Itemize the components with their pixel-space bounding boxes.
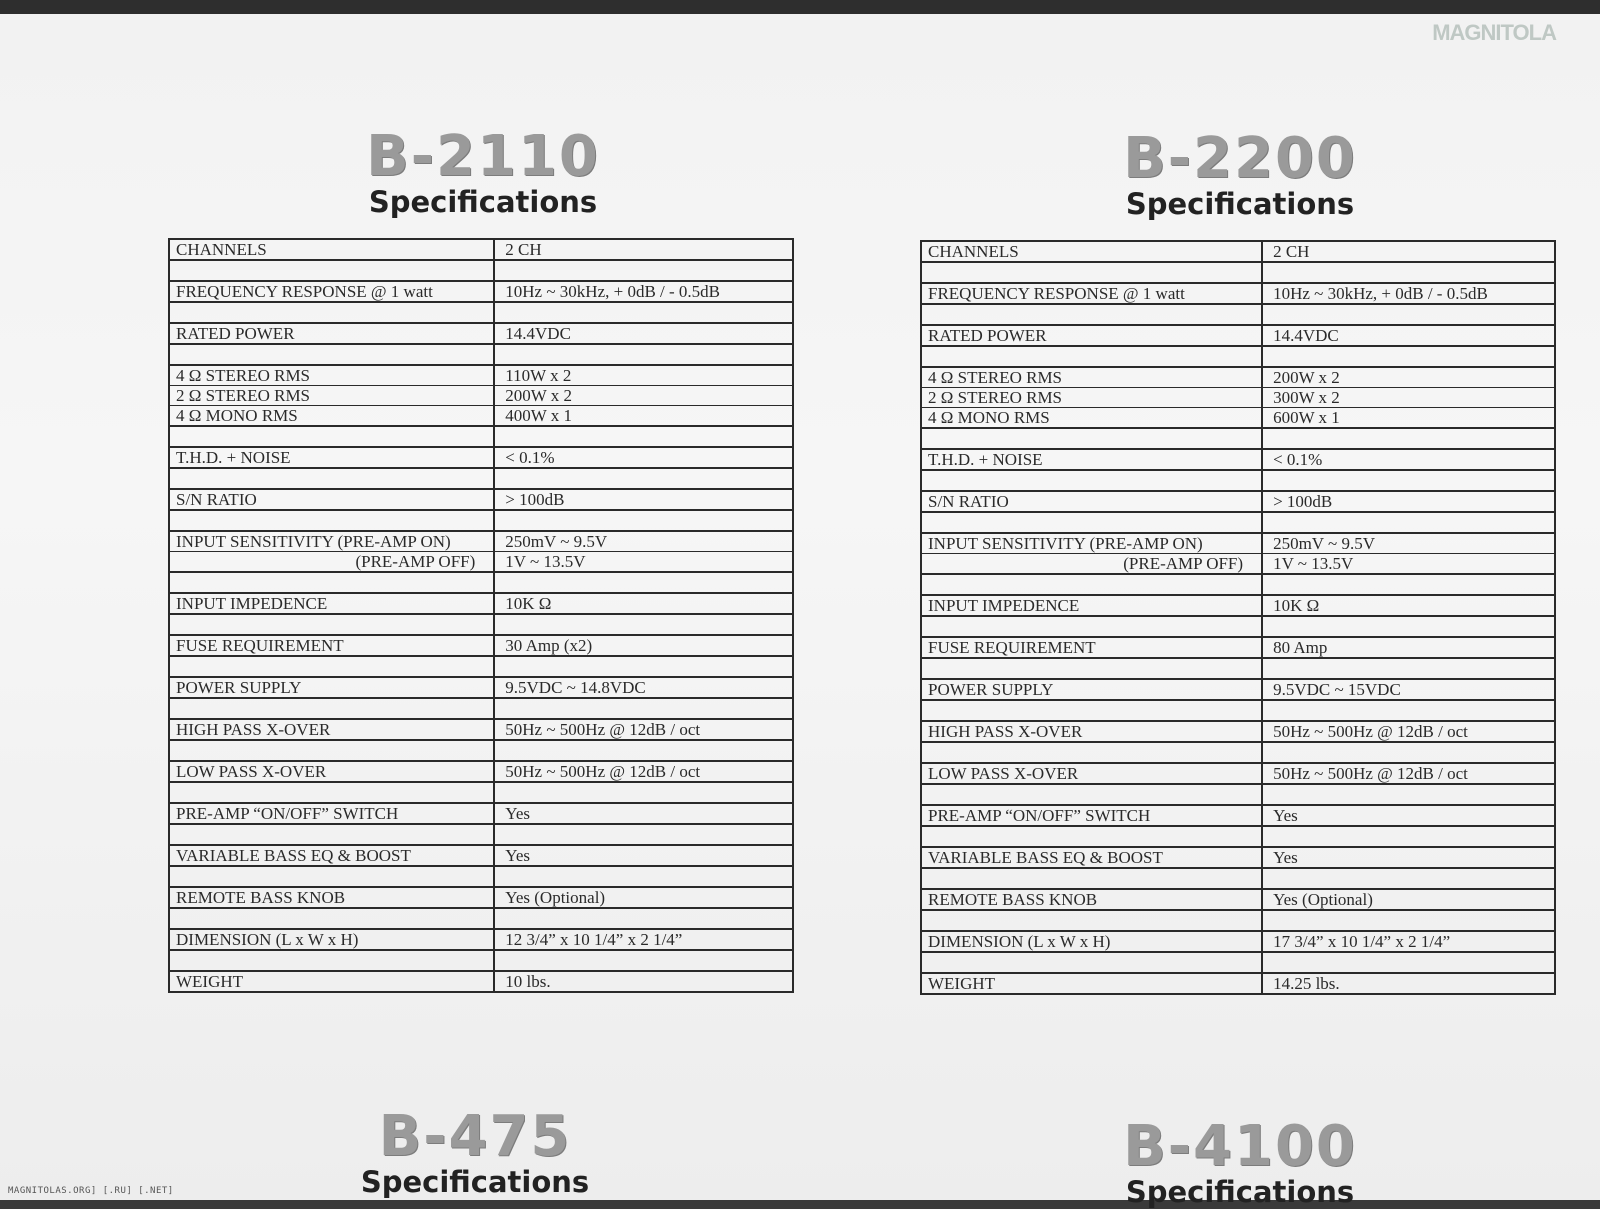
spec-label [921, 952, 1262, 973]
table-row [921, 470, 1555, 491]
spec-value: 50Hz ~ 500Hz @ 12dB / oct [1262, 763, 1555, 784]
table-row [169, 740, 793, 761]
spec-label: 2 Ω STEREO RMS [169, 386, 494, 406]
spec-value [1262, 658, 1555, 679]
spec-value: 110W x 2 [494, 365, 793, 386]
spec-label [921, 346, 1262, 367]
spec-label: REMOTE BASS KNOB [169, 887, 494, 908]
spec-label: T.H.D. + NOISE [921, 449, 1262, 470]
table-row [169, 281, 793, 302]
table-row [921, 367, 1555, 388]
table-row [921, 595, 1555, 616]
spec-label [169, 782, 494, 803]
spec-label [921, 910, 1262, 931]
spec-section-b2110 [170, 124, 796, 219]
table-row [169, 323, 793, 344]
spec-label [921, 512, 1262, 533]
spec-label [921, 868, 1262, 889]
table-row [169, 239, 793, 260]
table-row [921, 304, 1555, 325]
spec-label: FUSE REQUIREMENT [921, 637, 1262, 658]
spec-label [921, 428, 1262, 449]
table-row [169, 824, 793, 845]
spec-label [921, 700, 1262, 721]
spec-label: (PRE-AMP OFF) [169, 552, 494, 573]
spec-value: 80 Amp [1262, 637, 1555, 658]
spec-value [1262, 616, 1555, 637]
spec-label: LOW PASS X-OVER [169, 761, 494, 782]
specifications-heading: Specifications [1125, 187, 1355, 221]
spec-label [169, 698, 494, 719]
spec-value [494, 614, 793, 635]
table-row [169, 552, 793, 573]
spec-label: CHANNELS [169, 239, 494, 260]
spec-label: 2 Ω STEREO RMS [921, 388, 1262, 408]
table-row [921, 679, 1555, 700]
spec-value [1262, 742, 1555, 763]
table-row [169, 302, 793, 323]
spec-value: 250mV ~ 9.5V [494, 531, 793, 552]
table-row [921, 658, 1555, 679]
spec-label: REMOTE BASS KNOB [921, 889, 1262, 910]
spec-value [1262, 868, 1555, 889]
spec-label [169, 866, 494, 887]
spec-section-b475 [310, 1104, 640, 1199]
table-row [921, 868, 1555, 889]
table-row [921, 700, 1555, 721]
spec-label: HIGH PASS X-OVER [921, 721, 1262, 742]
spec-table-b2110 [168, 238, 794, 993]
table-row [169, 635, 793, 656]
spec-value: 14.25 lbs. [1262, 973, 1555, 994]
spec-value [494, 698, 793, 719]
table-row [169, 426, 793, 447]
model-title: B-2110 [366, 124, 600, 189]
spec-value [494, 740, 793, 761]
spec-value [1262, 428, 1555, 449]
spec-value: 1V ~ 13.5V [1262, 554, 1555, 575]
footer-url: MAGNITOLAS.ORG] [.RU] [.NET] [8, 1186, 174, 1196]
spec-label: VARIABLE BASS EQ & BOOST [169, 845, 494, 866]
spec-value: 10K Ω [1262, 595, 1555, 616]
spec-value [1262, 512, 1555, 533]
table-row [921, 763, 1555, 784]
spec-value: 600W x 1 [1262, 408, 1555, 429]
spec-label: VARIABLE BASS EQ & BOOST [921, 847, 1262, 868]
table-row [921, 262, 1555, 283]
table-row [169, 510, 793, 531]
spec-label [169, 908, 494, 929]
spec-value: 50Hz ~ 500Hz @ 12dB / oct [494, 761, 793, 782]
spec-label: FREQUENCY RESPONSE @ 1 watt [921, 283, 1262, 304]
spec-label: RATED POWER [169, 323, 494, 344]
table-row [169, 572, 793, 593]
table-row [921, 533, 1555, 554]
table-row [169, 365, 793, 386]
spec-value: 2 CH [1262, 241, 1555, 262]
table-row [921, 805, 1555, 826]
spec-value: Yes (Optional) [494, 887, 793, 908]
spec-label: (PRE-AMP OFF) [921, 554, 1262, 575]
spec-label: PRE-AMP “ON/OFF” SWITCH [169, 803, 494, 824]
table-row [921, 574, 1555, 595]
spec-label [169, 572, 494, 593]
table-row [921, 931, 1555, 952]
spec-value [494, 468, 793, 489]
spec-label [169, 656, 494, 677]
spec-value [1262, 784, 1555, 805]
table-row [169, 908, 793, 929]
spec-label [921, 658, 1262, 679]
table-row [169, 677, 793, 698]
spec-label [921, 262, 1262, 283]
spec-value: 10 lbs. [494, 971, 793, 992]
spec-value: 10Hz ~ 30kHz, + 0dB / - 0.5dB [494, 281, 793, 302]
spec-value: 2 CH [494, 239, 793, 260]
table-row [169, 887, 793, 908]
spec-value: 300W x 2 [1262, 388, 1555, 408]
spec-label [169, 614, 494, 635]
spec-value: Yes (Optional) [1262, 889, 1555, 910]
table-row [921, 637, 1555, 658]
spec-label [921, 742, 1262, 763]
spec-section-b4100 [1060, 1114, 1420, 1209]
table-row [169, 489, 793, 510]
spec-value: 9.5VDC ~ 15VDC [1262, 679, 1555, 700]
table-row [921, 325, 1555, 346]
table-row [169, 614, 793, 635]
spec-value: 250mV ~ 9.5V [1262, 533, 1555, 554]
table-row [169, 866, 793, 887]
spec-label [169, 344, 494, 365]
spec-value: > 100dB [494, 489, 793, 510]
spec-label: S/N RATIO [169, 489, 494, 510]
table-row [169, 698, 793, 719]
table-row [169, 782, 793, 803]
spec-label [921, 616, 1262, 637]
spec-value [494, 344, 793, 365]
spec-label: PRE-AMP “ON/OFF” SWITCH [921, 805, 1262, 826]
spec-value [494, 572, 793, 593]
spec-value: 50Hz ~ 500Hz @ 12dB / oct [1262, 721, 1555, 742]
spec-value: 14.4VDC [494, 323, 793, 344]
spec-value: 200W x 2 [1262, 367, 1555, 388]
table-row [921, 889, 1555, 910]
table-row [921, 408, 1555, 429]
table-row [921, 346, 1555, 367]
table-row [921, 283, 1555, 304]
specifications-heading: Specifications [1125, 1175, 1355, 1209]
spec-value [1262, 574, 1555, 595]
table-row [921, 826, 1555, 847]
table-row [169, 803, 793, 824]
table-row [921, 973, 1555, 994]
spec-value: 10K Ω [494, 593, 793, 614]
spec-value [494, 950, 793, 971]
spec-value: 30 Amp (x2) [494, 635, 793, 656]
table-row [169, 468, 793, 489]
spec-value: 14.4VDC [1262, 325, 1555, 346]
spec-label [169, 302, 494, 323]
table-row [169, 845, 793, 866]
specifications-heading: Specifications [360, 1165, 590, 1199]
spec-value [494, 908, 793, 929]
spec-label: POWER SUPPLY [921, 679, 1262, 700]
table-row [921, 241, 1555, 262]
table-row [169, 260, 793, 281]
spec-value [1262, 826, 1555, 847]
spec-value [494, 510, 793, 531]
spec-value [494, 866, 793, 887]
table-row [921, 449, 1555, 470]
spec-label: INPUT SENSITIVITY (PRE-AMP ON) [169, 531, 494, 552]
spec-label: CHANNELS [921, 241, 1262, 262]
table-row [169, 929, 793, 950]
spec-label [169, 950, 494, 971]
table-row [921, 721, 1555, 742]
spec-label: DIMENSION (L x W x H) [169, 929, 494, 950]
spec-label: T.H.D. + NOISE [169, 447, 494, 468]
spec-value: 200W x 2 [494, 386, 793, 406]
table-row [169, 719, 793, 740]
spec-label: 4 Ω MONO RMS [169, 406, 494, 427]
table-row [921, 784, 1555, 805]
spec-label [169, 260, 494, 281]
spec-value: 10Hz ~ 30kHz, + 0dB / - 0.5dB [1262, 283, 1555, 304]
spec-label: S/N RATIO [921, 491, 1262, 512]
spec-value [494, 782, 793, 803]
spec-label: FUSE REQUIREMENT [169, 635, 494, 656]
spec-value [494, 260, 793, 281]
spec-value: 50Hz ~ 500Hz @ 12dB / oct [494, 719, 793, 740]
table-row [921, 952, 1555, 973]
spec-label: FREQUENCY RESPONSE @ 1 watt [169, 281, 494, 302]
spec-label: HIGH PASS X-OVER [169, 719, 494, 740]
table-row [921, 388, 1555, 408]
spec-label: 4 Ω STEREO RMS [921, 367, 1262, 388]
table-row [169, 344, 793, 365]
spec-value: 1V ~ 13.5V [494, 552, 793, 573]
table-row [921, 554, 1555, 575]
table-row [169, 531, 793, 552]
spec-value [494, 426, 793, 447]
table-row [921, 512, 1555, 533]
table-row [169, 971, 793, 992]
table-row [169, 447, 793, 468]
spec-label [169, 740, 494, 761]
spec-label [921, 784, 1262, 805]
spec-label [169, 824, 494, 845]
table-row [921, 428, 1555, 449]
table-row [169, 656, 793, 677]
spec-value [494, 656, 793, 677]
table-row [169, 593, 793, 614]
table-row [921, 742, 1555, 763]
spec-label: INPUT SENSITIVITY (PRE-AMP ON) [921, 533, 1262, 554]
spec-label [169, 468, 494, 489]
spec-label [921, 574, 1262, 595]
table-row [921, 491, 1555, 512]
spec-label: WEIGHT [169, 971, 494, 992]
spec-section-b2200 [920, 126, 1560, 221]
spec-value: < 0.1% [494, 447, 793, 468]
spec-value [1262, 910, 1555, 931]
model-title: B-475 [378, 1104, 572, 1169]
watermark-logo: MAGNITOLA [1432, 20, 1556, 45]
spec-value [494, 824, 793, 845]
spec-value [1262, 346, 1555, 367]
spec-value [1262, 262, 1555, 283]
spec-label: WEIGHT [921, 973, 1262, 994]
table-row [169, 386, 793, 406]
table-row [169, 950, 793, 971]
spec-value: 17 3/4” x 10 1/4” x 2 1/4” [1262, 931, 1555, 952]
spec-label: 4 Ω STEREO RMS [169, 365, 494, 386]
spec-value [494, 302, 793, 323]
spec-label: INPUT IMPEDENCE [921, 595, 1262, 616]
spec-label: 4 Ω MONO RMS [921, 408, 1262, 429]
table-row [921, 616, 1555, 637]
model-title: B-2200 [1123, 126, 1357, 191]
spec-value: Yes [494, 845, 793, 866]
specifications-heading: Specifications [368, 185, 598, 219]
spec-label: RATED POWER [921, 325, 1262, 346]
spec-value [1262, 952, 1555, 973]
spec-label [169, 426, 494, 447]
spec-label [921, 304, 1262, 325]
table-row [169, 761, 793, 782]
spec-table-b2200 [920, 240, 1556, 995]
spec-value: Yes [494, 803, 793, 824]
spec-label: LOW PASS X-OVER [921, 763, 1262, 784]
table-row [169, 406, 793, 427]
spec-value: > 100dB [1262, 491, 1555, 512]
spec-value: 9.5VDC ~ 14.8VDC [494, 677, 793, 698]
spec-label: DIMENSION (L x W x H) [921, 931, 1262, 952]
spec-value [1262, 470, 1555, 491]
spec-label [169, 510, 494, 531]
spec-value: 12 3/4” x 10 1/4” x 2 1/4” [494, 929, 793, 950]
spec-label: INPUT IMPEDENCE [169, 593, 494, 614]
model-title: B-4100 [1123, 1114, 1357, 1179]
table-row [921, 910, 1555, 931]
spec-label: POWER SUPPLY [169, 677, 494, 698]
table-row [921, 847, 1555, 868]
spec-value [1262, 304, 1555, 325]
spec-label [921, 470, 1262, 491]
spec-label [921, 826, 1262, 847]
spec-value: 400W x 1 [494, 406, 793, 427]
spec-value: Yes [1262, 805, 1555, 826]
spec-value [1262, 700, 1555, 721]
spec-value: < 0.1% [1262, 449, 1555, 470]
spec-value: Yes [1262, 847, 1555, 868]
